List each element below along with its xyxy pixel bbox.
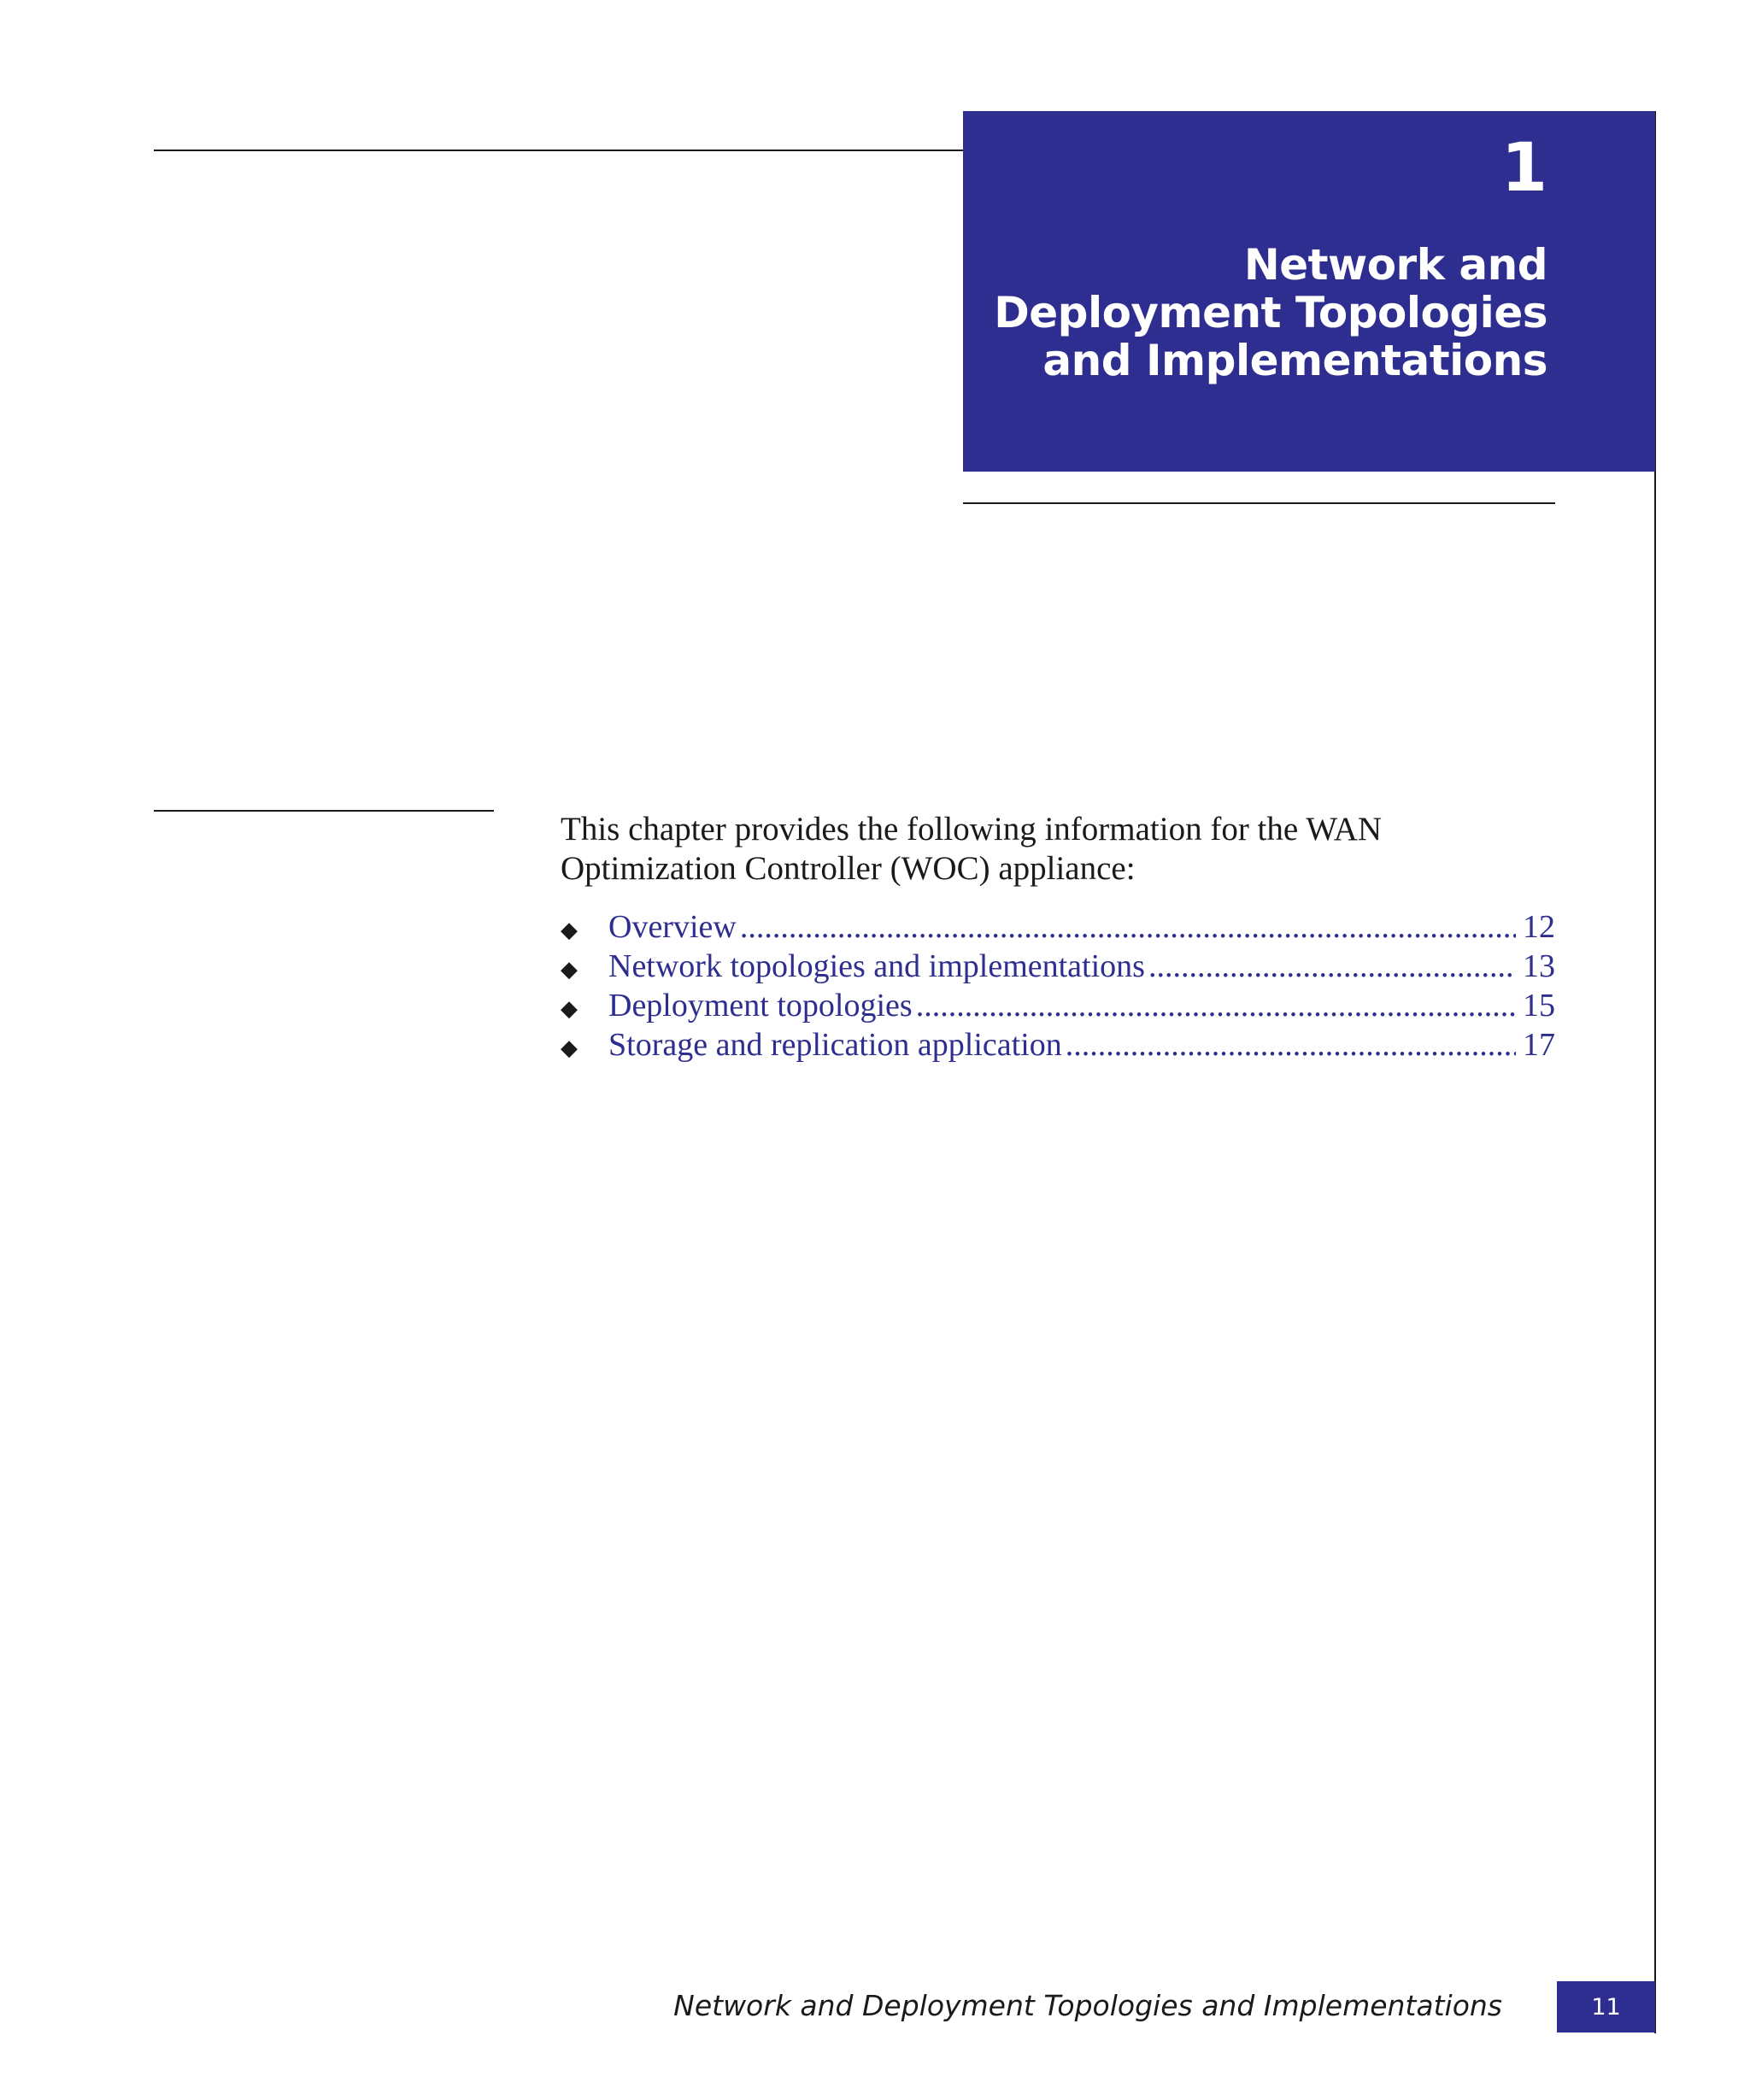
toc-page-number[interactable]: 13 — [1523, 948, 1555, 984]
dot-leader — [740, 907, 1516, 947]
diamond-bullet-icon: ◆ — [561, 996, 578, 1021]
dot-leader — [916, 986, 1516, 1025]
chapter-title-block — [963, 111, 1655, 472]
toc-page-number[interactable]: 15 — [1523, 988, 1555, 1024]
title-underline-rule — [963, 502, 1555, 504]
toc-link[interactable]: Overview — [608, 909, 737, 945]
toc-item-storage-replication[interactable] — [561, 1025, 1555, 1065]
toc-item-overview[interactable] — [561, 907, 1555, 947]
chapter-number: 1 — [1500, 130, 1547, 207]
toc-page-number[interactable]: 12 — [1523, 909, 1555, 945]
diamond-bullet-icon: ◆ — [561, 1035, 578, 1060]
page-number-badge: 11 — [1557, 1981, 1655, 2033]
toc-item-deployment-topologies[interactable] — [561, 986, 1555, 1025]
dot-leader — [1148, 947, 1516, 986]
section-rule — [154, 810, 494, 812]
chapter-title: Network and Deployment Topologies and Implementations — [994, 240, 1547, 385]
diamond-bullet-icon: ◆ — [561, 918, 578, 942]
toc-link[interactable]: Storage and replication application — [608, 1027, 1062, 1063]
toc-link[interactable]: Deployment topologies — [608, 988, 913, 1024]
toc-link[interactable]: Network topologies and implementations — [608, 948, 1145, 984]
chapter-toc — [561, 907, 1555, 1065]
chapter-intro: This chapter provides the following information for the WAN Optimization Controller (WOC) appliance: — [561, 811, 1383, 887]
toc-page-number[interactable]: 17 — [1523, 1027, 1555, 1063]
toc-item-network-topologies[interactable] — [561, 947, 1555, 986]
running-footer-title: Network and Deployment Topologies and Implementations — [673, 1989, 1502, 2022]
diamond-bullet-icon: ◆ — [561, 957, 578, 982]
dot-leader — [1066, 1025, 1516, 1065]
